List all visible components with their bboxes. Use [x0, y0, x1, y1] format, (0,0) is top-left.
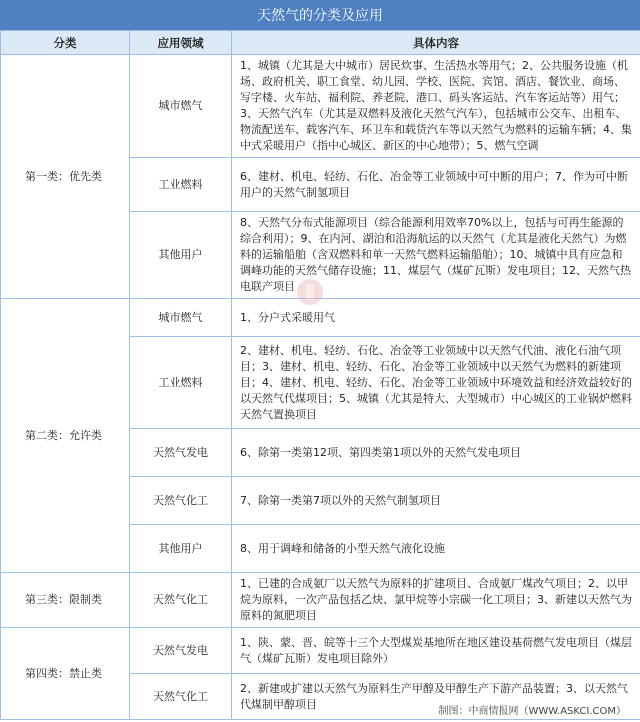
classification-table	[0, 30, 640, 720]
header-row	[1, 31, 640, 55]
detail-cell: 2、建材、机电、轻纺、石化、冶金等工业领域中以天然气代油、液化石油气项目；3、建材、机电、轻纺、石化、冶金等工业领域中以天然气为燃料的新建项目；4、建材、机电、轻纺、石化、冶金等工业领域中环境效益和经济效益较好的以天然气代煤项目；5、城镇（尤其是特大、大型城市）中心城区的工业锅炉燃料天然气置换项目	[232, 337, 640, 429]
header-field: 应用领域	[130, 31, 232, 55]
detail-cell: 6、建材、机电、轻纺、石化、冶金等工业领域中可中断的用户；7、作为可中断用户的天然气制氢项目	[232, 158, 640, 212]
table-row	[1, 628, 640, 674]
field-cell: 工业燃料	[130, 158, 232, 212]
detail-cell: 1、陕、蒙、晋、皖等十三个大型煤炭基地所在地区建设基荷燃气发电项目（煤层气（煤矿瓦斯）发电项目除外）	[232, 628, 640, 674]
detail-cell: 1、城镇（尤其是大中城市）居民炊事、生活热水等用气；2、公共服务设施（机场、政府机关、职工食堂、幼儿园、学校、医院、宾馆、酒店、餐饮业、商场、写字楼、火车站、福利院、养老院、港口、码头客运站、汽车客运站等）用气；3、天然气汽车（尤其是双燃料及液化天然气汽车），包括城市公交车、出租车、物流配送车、载客汽车、环卫车和载货汽车等以天然气为燃料的运输车辆；4、集中式采暖用户（指中心城区、新区的中心地带）；5、燃气空调	[232, 55, 640, 158]
detail-cell: 1、分户式采暖用气	[232, 299, 640, 337]
category-cell: 第二类：允许类	[1, 299, 130, 573]
field-cell: 天然气发电	[130, 429, 232, 477]
category-cell: 第三类：限制类	[1, 573, 130, 628]
header-detail: 具体内容	[232, 31, 640, 55]
detail-cell: 7、除第一类第7项以外的天然气制氢项目	[232, 477, 640, 525]
field-cell: 天然气化工	[130, 674, 232, 720]
field-cell: 城市燃气	[130, 55, 232, 158]
detail-cell: 8、用于调峰和储备的小型天然气液化设施	[232, 525, 640, 573]
table-row	[1, 299, 640, 337]
footer-credit: 制图：中商情报网（WWW.ASKCI.COM）	[438, 706, 626, 717]
field-cell: 城市燃气	[130, 299, 232, 337]
field-cell: 其他用户	[130, 525, 232, 573]
table-row	[1, 55, 640, 158]
category-cell: 第一类：优先类	[1, 55, 130, 299]
table-row	[1, 573, 640, 628]
field-cell: 天然气发电	[130, 628, 232, 674]
detail-cell: 8、天然气分布式能源项目（综合能源利用效率70%以上，包括与可再生能源的综合利用）；9、在内河、湖泊和沿海航运的以天然气（尤其是液化天然气）为燃料的运输船舶（含双燃料和单一天然气燃料运输船舶）；10、城镇中具有应急和调峰功能的天然气储存设施；11、煤层气（煤矿瓦斯）发电项目；12、天然气热电联产项目	[232, 212, 640, 299]
detail-cell: 2、新建或扩建以天然气为原料生产甲醇及甲醇生产下游产品装置；3、以天然气代煤制甲醇项目	[232, 674, 640, 720]
field-cell: 其他用户	[130, 212, 232, 299]
table-title: 天然气的分类及应用	[0, 0, 640, 30]
detail-cell: 1、已建的合成氨厂以天然气为原料的扩建项目、合成氨厂煤改气项目；2、以甲烷为原料，一次产品包括乙炔、氯甲烷等小宗碳一化工项目；3、新建以天然气为原料的氮肥项目	[232, 573, 640, 628]
category-cell: 第四类：禁止类	[1, 628, 130, 720]
field-cell: 天然气化工	[130, 573, 232, 628]
detail-cell: 6、除第一类第12项、第四类第1项以外的天然气发电项目	[232, 429, 640, 477]
field-cell: 天然气化工	[130, 477, 232, 525]
field-cell: 工业燃料	[130, 337, 232, 429]
header-category: 分类	[1, 31, 130, 55]
